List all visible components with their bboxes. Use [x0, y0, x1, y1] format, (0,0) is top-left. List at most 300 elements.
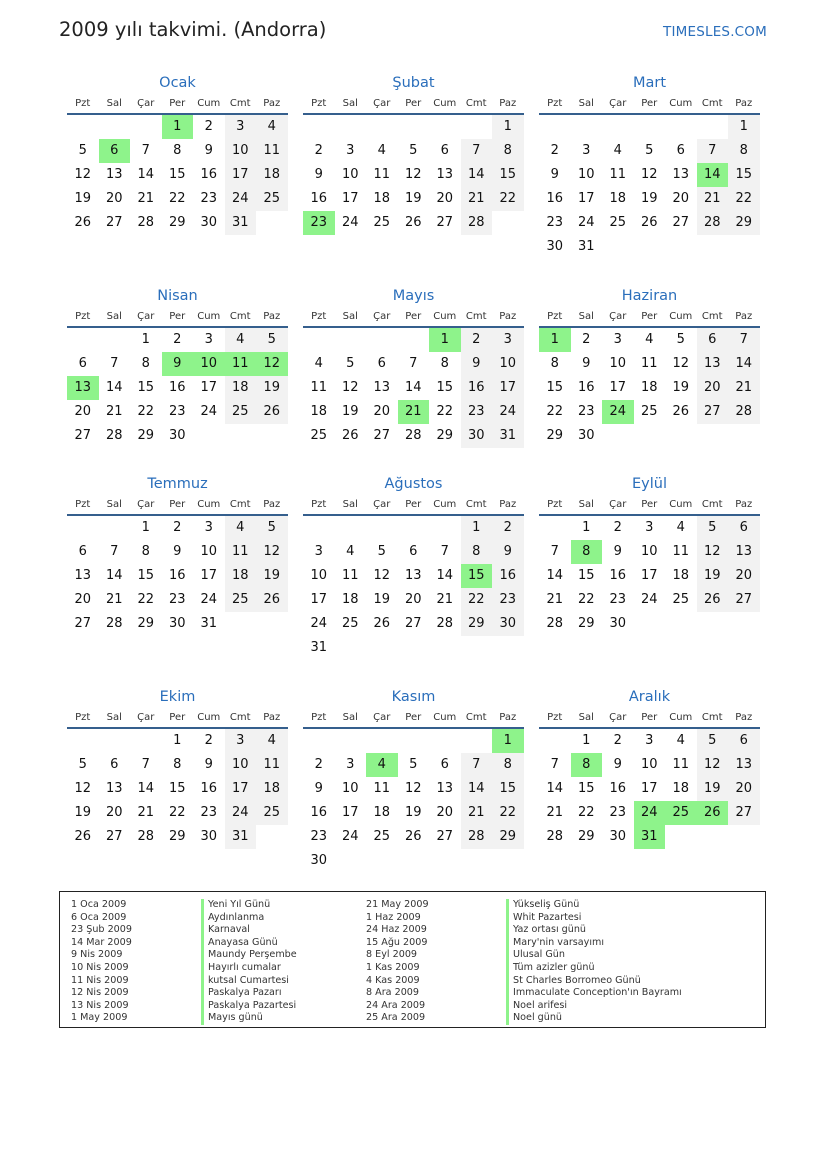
day-cell: 2 — [613, 520, 622, 535]
day-cell: 7 — [110, 544, 119, 559]
day-cell: 2 — [314, 757, 323, 772]
holiday-date: 6 Oca 2009 — [71, 911, 127, 923]
holiday-date: 25 Ara 2009 — [366, 1012, 426, 1024]
empty-cell — [398, 516, 430, 540]
weekday-label: Paz — [263, 98, 281, 109]
weekday-label: Çar — [137, 712, 155, 723]
days-grid — [303, 516, 524, 660]
weekday-label: Per — [641, 311, 658, 322]
empty-cell — [539, 729, 571, 753]
day-cell: 29 — [728, 211, 760, 235]
empty-cell — [697, 612, 729, 636]
day-cell: 18 — [609, 191, 627, 206]
holiday-dates-column-2 — [366, 899, 429, 1025]
day-cell: 1 — [173, 733, 182, 748]
empty-cell — [335, 729, 367, 753]
day-cell: 30 — [609, 829, 627, 844]
holiday-date: 24 Ara 2009 — [366, 999, 426, 1011]
day-cell: 12 — [256, 540, 288, 564]
empty-cell — [429, 516, 461, 540]
weekday-label: Per — [405, 98, 422, 109]
day-cell: 29 — [168, 215, 186, 230]
day-cell: 3 — [492, 328, 524, 352]
day-cell: 22 — [728, 187, 760, 211]
empty-cell — [366, 115, 398, 139]
weekday-label: Cum — [433, 311, 457, 322]
day-cell: 1 — [141, 520, 150, 535]
month-block — [303, 72, 524, 235]
day-cell: 16 — [609, 568, 627, 583]
holiday-name: Aydınlanma — [201, 912, 297, 925]
day-cell: 25 — [225, 588, 257, 612]
month-block — [67, 285, 288, 448]
day-cell: 8 — [492, 753, 524, 777]
day-cell: 24 — [310, 616, 328, 631]
month-name: Temmuz — [147, 476, 208, 492]
month-block — [303, 686, 524, 873]
day-cell: 14 — [137, 781, 155, 796]
day-cell: 29 — [461, 612, 493, 636]
day-cell: 20 — [105, 191, 123, 206]
empty-cell — [539, 115, 571, 139]
month-name: Eylül — [632, 476, 667, 492]
weekday-label: Cmt — [465, 712, 487, 723]
weekday-label: Sal — [342, 311, 358, 322]
empty-cell — [256, 612, 288, 636]
day-cell: 15 — [137, 568, 155, 583]
day-cell: 18 — [225, 564, 257, 588]
day-cell: 12 — [373, 568, 391, 583]
month-block — [67, 473, 288, 636]
month-block — [303, 285, 524, 448]
weekday-label: Per — [405, 311, 422, 322]
day-cell: 3 — [613, 332, 622, 347]
empty-cell — [697, 825, 729, 849]
day-cell: 3 — [346, 143, 355, 158]
empty-cell — [602, 235, 634, 259]
weekday-label: Pzt — [75, 499, 91, 510]
day-cell: 15 — [461, 564, 493, 588]
weekday-label: Cum — [669, 712, 693, 723]
day-cell: 2 — [173, 520, 182, 535]
day-cell: 20 — [74, 592, 92, 607]
day-cell: 15 — [436, 380, 454, 395]
weekday-label: Sal — [106, 311, 122, 322]
day-cell: 4 — [256, 115, 288, 139]
weekday-label: Sal — [342, 499, 358, 510]
day-cell: 27 — [74, 616, 92, 631]
day-cell: 6 — [440, 757, 449, 772]
month-name: Aralık — [628, 689, 671, 705]
day-cell: 23 — [609, 805, 627, 820]
day-cell: 2 — [314, 143, 323, 158]
day-cell: 13 — [67, 376, 99, 400]
day-cell: 8 — [550, 356, 559, 371]
day-cell: 26 — [404, 829, 422, 844]
empty-cell — [303, 328, 335, 352]
day-cell: 14 — [546, 568, 564, 583]
day-cell: 13 — [74, 568, 92, 583]
empty-cell — [335, 328, 367, 352]
day-cell: 7 — [141, 757, 150, 772]
day-cell: 13 — [105, 781, 123, 796]
holiday-name: Anayasa Günü — [201, 937, 297, 950]
day-cell: 6 — [728, 729, 760, 753]
day-cell: 20 — [404, 592, 422, 607]
day-cell: 5 — [377, 544, 386, 559]
day-cell: 17 — [577, 191, 595, 206]
day-cell: 9 — [314, 167, 323, 182]
holiday-date: 8 Eyl 2009 — [366, 949, 418, 961]
day-cell: 19 — [697, 777, 729, 801]
day-cell: 16 — [310, 805, 328, 820]
day-cell: 6 — [409, 544, 418, 559]
days-grid — [539, 115, 760, 259]
day-cell: 11 — [373, 167, 391, 182]
day-cell: 31 — [225, 211, 257, 235]
weekday-label: Çar — [373, 98, 391, 109]
day-cell: 23 — [200, 805, 218, 820]
day-cell: 30 — [461, 424, 493, 448]
weekday-label: Sal — [106, 98, 122, 109]
weekday-label: Cmt — [701, 311, 723, 322]
day-cell: 4 — [314, 356, 323, 371]
day-cell: 26 — [74, 215, 92, 230]
holiday-date: 10 Nis 2009 — [71, 961, 129, 973]
day-cell: 6 — [78, 356, 87, 371]
day-cell: 29 — [577, 616, 595, 631]
day-cell: 4 — [645, 332, 654, 347]
holiday-name: Yükseliş Günü — [506, 899, 682, 912]
day-cell: 6 — [728, 516, 760, 540]
day-cell: 21 — [697, 187, 729, 211]
holiday-date: 1 May 2009 — [71, 1012, 128, 1024]
day-cell: 9 — [613, 757, 622, 772]
day-cell: 21 — [546, 592, 564, 607]
holiday-name: Mayıs günü — [201, 1012, 297, 1025]
weekday-label: Çar — [609, 712, 627, 723]
empty-cell — [697, 424, 729, 448]
day-cell: 17 — [640, 781, 658, 796]
weekday-header — [303, 94, 524, 115]
day-cell: 14 — [436, 568, 454, 583]
holiday-date: 4 Kas 2009 — [366, 974, 420, 986]
day-cell: 21 — [398, 400, 430, 424]
day-cell: 30 — [310, 853, 328, 868]
empty-cell — [602, 115, 634, 139]
weekday-label: Paz — [263, 499, 281, 510]
day-cell: 26 — [697, 801, 729, 825]
weekday-label: Çar — [609, 98, 627, 109]
day-cell: 29 — [436, 428, 454, 443]
weekday-label: Cum — [197, 311, 221, 322]
weekday-label: Çar — [137, 98, 155, 109]
day-cell: 5 — [78, 143, 87, 158]
empty-cell — [398, 115, 430, 139]
day-cell: 8 — [141, 544, 150, 559]
day-cell: 25 — [373, 215, 391, 230]
day-cell: 21 — [546, 805, 564, 820]
day-cell: 20 — [373, 404, 391, 419]
empty-cell — [429, 849, 461, 873]
holiday-name: Yaz ortası günü — [506, 924, 682, 937]
weekday-label: Pzt — [547, 712, 563, 723]
day-cell: 16 — [546, 191, 564, 206]
empty-cell — [99, 729, 131, 753]
day-cell: 12 — [256, 352, 288, 376]
empty-cell — [429, 729, 461, 753]
day-cell: 13 — [728, 540, 760, 564]
day-cell: 28 — [461, 211, 493, 235]
day-cell: 8 — [461, 540, 493, 564]
day-cell: 4 — [613, 143, 622, 158]
weekday-label: Sal — [578, 712, 594, 723]
weekday-header — [67, 307, 288, 328]
day-cell: 29 — [546, 428, 564, 443]
holiday-name: kutsal Cumartesi — [201, 975, 297, 988]
day-cell: 14 — [137, 167, 155, 182]
weekday-label: Paz — [499, 712, 517, 723]
day-cell: 1 — [162, 115, 194, 139]
empty-cell — [256, 825, 288, 849]
day-cell: 17 — [609, 380, 627, 395]
day-cell: 3 — [314, 544, 323, 559]
day-cell: 5 — [346, 356, 355, 371]
day-cell: 5 — [256, 516, 288, 540]
day-cell: 24 — [577, 215, 595, 230]
day-cell: 11 — [310, 380, 328, 395]
weekday-label: Cmt — [229, 712, 251, 723]
month-name: Ekim — [159, 689, 196, 705]
empty-cell — [366, 328, 398, 352]
empty-cell — [366, 729, 398, 753]
day-cell: 1 — [461, 516, 493, 540]
day-cell: 27 — [672, 215, 690, 230]
weekday-label: Per — [641, 98, 658, 109]
day-cell: 24 — [200, 592, 218, 607]
day-cell: 16 — [310, 191, 328, 206]
day-cell: 27 — [105, 215, 123, 230]
day-cell: 10 — [341, 167, 359, 182]
days-grid — [67, 729, 288, 849]
holiday-date: 14 Mar 2009 — [71, 936, 132, 948]
day-cell: 8 — [571, 753, 603, 777]
month-name: Haziran — [621, 288, 678, 304]
weekday-header — [539, 495, 760, 516]
holiday-date: 15 Ağu 2009 — [366, 936, 428, 948]
day-cell: 12 — [697, 540, 729, 564]
day-cell: 30 — [200, 215, 218, 230]
day-cell: 27 — [697, 400, 729, 424]
day-cell: 13 — [672, 167, 690, 182]
day-cell: 14 — [105, 568, 123, 583]
month-block — [67, 72, 288, 235]
empty-cell — [256, 424, 288, 448]
weekday-label: Pzt — [75, 311, 91, 322]
holiday-name: Tüm azizler günü — [506, 962, 682, 975]
holiday-date: 21 May 2009 — [366, 899, 429, 910]
day-cell: 13 — [373, 380, 391, 395]
day-cell: 16 — [461, 376, 493, 400]
day-cell: 17 — [225, 163, 257, 187]
day-cell: 18 — [373, 805, 391, 820]
empty-cell — [602, 424, 634, 448]
weekday-label: Paz — [499, 311, 517, 322]
month-name: Şubat — [392, 75, 435, 91]
day-cell: 9 — [461, 352, 493, 376]
empty-cell — [429, 636, 461, 660]
empty-cell — [335, 636, 367, 660]
weekday-label: Cmt — [701, 499, 723, 510]
day-cell: 19 — [74, 191, 92, 206]
weekday-label: Per — [641, 712, 658, 723]
day-cell: 26 — [404, 215, 422, 230]
day-cell: 17 — [640, 568, 658, 583]
day-cell: 11 — [341, 568, 359, 583]
day-cell: 11 — [640, 356, 658, 371]
weekday-label: Sal — [106, 499, 122, 510]
day-cell: 10 — [225, 753, 257, 777]
month-name: Ağustos — [384, 476, 443, 492]
day-cell: 24 — [341, 829, 359, 844]
day-cell: 23 — [546, 215, 564, 230]
day-cell: 25 — [256, 187, 288, 211]
day-cell: 22 — [137, 404, 155, 419]
day-cell: 15 — [577, 568, 595, 583]
empty-cell — [303, 729, 335, 753]
day-cell: 11 — [256, 139, 288, 163]
days-grid — [67, 516, 288, 636]
empty-cell — [461, 729, 493, 753]
day-cell: 22 — [137, 592, 155, 607]
holiday-date: 12 Nis 2009 — [71, 987, 129, 999]
day-cell: 10 — [640, 544, 658, 559]
day-cell: 27 — [728, 588, 760, 612]
holiday-date: 11 Nis 2009 — [71, 974, 129, 986]
day-cell: 20 — [728, 564, 760, 588]
day-cell: 16 — [577, 380, 595, 395]
days-grid — [539, 328, 760, 448]
empty-cell — [67, 729, 99, 753]
weekday-label: Pzt — [547, 98, 563, 109]
day-cell: 31 — [310, 640, 328, 655]
holiday-name: Paskalya Pazartesi — [201, 1000, 297, 1013]
day-cell: 5 — [409, 143, 418, 158]
day-cell: 19 — [404, 191, 422, 206]
day-cell: 12 — [640, 167, 658, 182]
empty-cell — [665, 424, 697, 448]
day-cell: 7 — [728, 328, 760, 352]
holiday-date: 8 Ara 2009 — [366, 987, 420, 999]
day-cell: 4 — [346, 544, 355, 559]
weekday-header — [539, 307, 760, 328]
holiday-date: 1 Kas 2009 — [366, 961, 420, 973]
day-cell: 28 — [137, 829, 155, 844]
day-cell: 8 — [141, 356, 150, 371]
days-grid — [303, 729, 524, 873]
day-cell: 29 — [137, 616, 155, 631]
day-cell: 18 — [672, 781, 690, 796]
day-cell: 30 — [577, 428, 595, 443]
day-cell: 9 — [173, 544, 182, 559]
weekday-label: Sal — [578, 311, 594, 322]
day-cell: 23 — [310, 829, 328, 844]
day-cell: 30 — [546, 239, 564, 254]
day-cell: 18 — [310, 404, 328, 419]
day-cell: 30 — [609, 616, 627, 631]
weekday-label: Per — [169, 499, 186, 510]
site-link[interactable]: TIMESLES.COM — [663, 24, 767, 40]
day-cell: 6 — [99, 139, 131, 163]
day-cell: 19 — [256, 376, 288, 400]
day-cell: 9 — [204, 757, 213, 772]
holiday-name: Noel arifesi — [506, 1000, 682, 1013]
day-cell: 28 — [728, 400, 760, 424]
day-cell: 12 — [404, 167, 422, 182]
day-cell: 26 — [697, 588, 729, 612]
day-cell: 8 — [492, 139, 524, 163]
day-cell: 28 — [461, 825, 493, 849]
day-cell: 1 — [539, 328, 571, 352]
weekday-label: Paz — [735, 712, 753, 723]
day-cell: 4 — [366, 753, 398, 777]
weekday-label: Per — [641, 499, 658, 510]
weekday-header — [303, 495, 524, 516]
day-cell: 25 — [609, 215, 627, 230]
weekday-label: Sal — [342, 98, 358, 109]
weekday-header — [67, 94, 288, 115]
day-cell: 31 — [492, 424, 524, 448]
empty-cell — [665, 235, 697, 259]
day-cell: 16 — [200, 781, 218, 796]
day-cell: 8 — [440, 356, 449, 371]
holiday-date: 23 Şub 2009 — [71, 924, 132, 936]
empty-cell — [99, 328, 131, 352]
day-cell: 4 — [676, 733, 685, 748]
day-cell: 9 — [613, 544, 622, 559]
day-cell: 29 — [577, 829, 595, 844]
empty-cell — [665, 825, 697, 849]
month-block — [539, 473, 760, 636]
weekday-label: Cmt — [229, 499, 251, 510]
weekday-label: Paz — [499, 98, 517, 109]
day-cell: 16 — [168, 568, 186, 583]
weekday-label: Pzt — [75, 98, 91, 109]
day-cell: 2 — [204, 733, 213, 748]
day-cell: 24 — [492, 400, 524, 424]
day-cell: 4 — [225, 328, 257, 352]
day-cell: 6 — [440, 143, 449, 158]
day-cell: 3 — [225, 729, 257, 753]
month-block — [539, 686, 760, 849]
day-cell: 25 — [640, 404, 658, 419]
day-cell: 22 — [546, 404, 564, 419]
day-cell: 18 — [640, 380, 658, 395]
empty-cell — [303, 115, 335, 139]
day-cell: 11 — [373, 781, 391, 796]
day-cell: 23 — [303, 211, 335, 235]
day-cell: 5 — [409, 757, 418, 772]
empty-cell — [130, 729, 162, 753]
day-cell: 3 — [225, 115, 257, 139]
day-cell: 12 — [341, 380, 359, 395]
day-cell: 9 — [204, 143, 213, 158]
day-cell: 28 — [137, 215, 155, 230]
day-cell: 2 — [582, 332, 591, 347]
empty-cell — [429, 115, 461, 139]
day-cell: 29 — [168, 829, 186, 844]
day-cell: 31 — [200, 616, 218, 631]
